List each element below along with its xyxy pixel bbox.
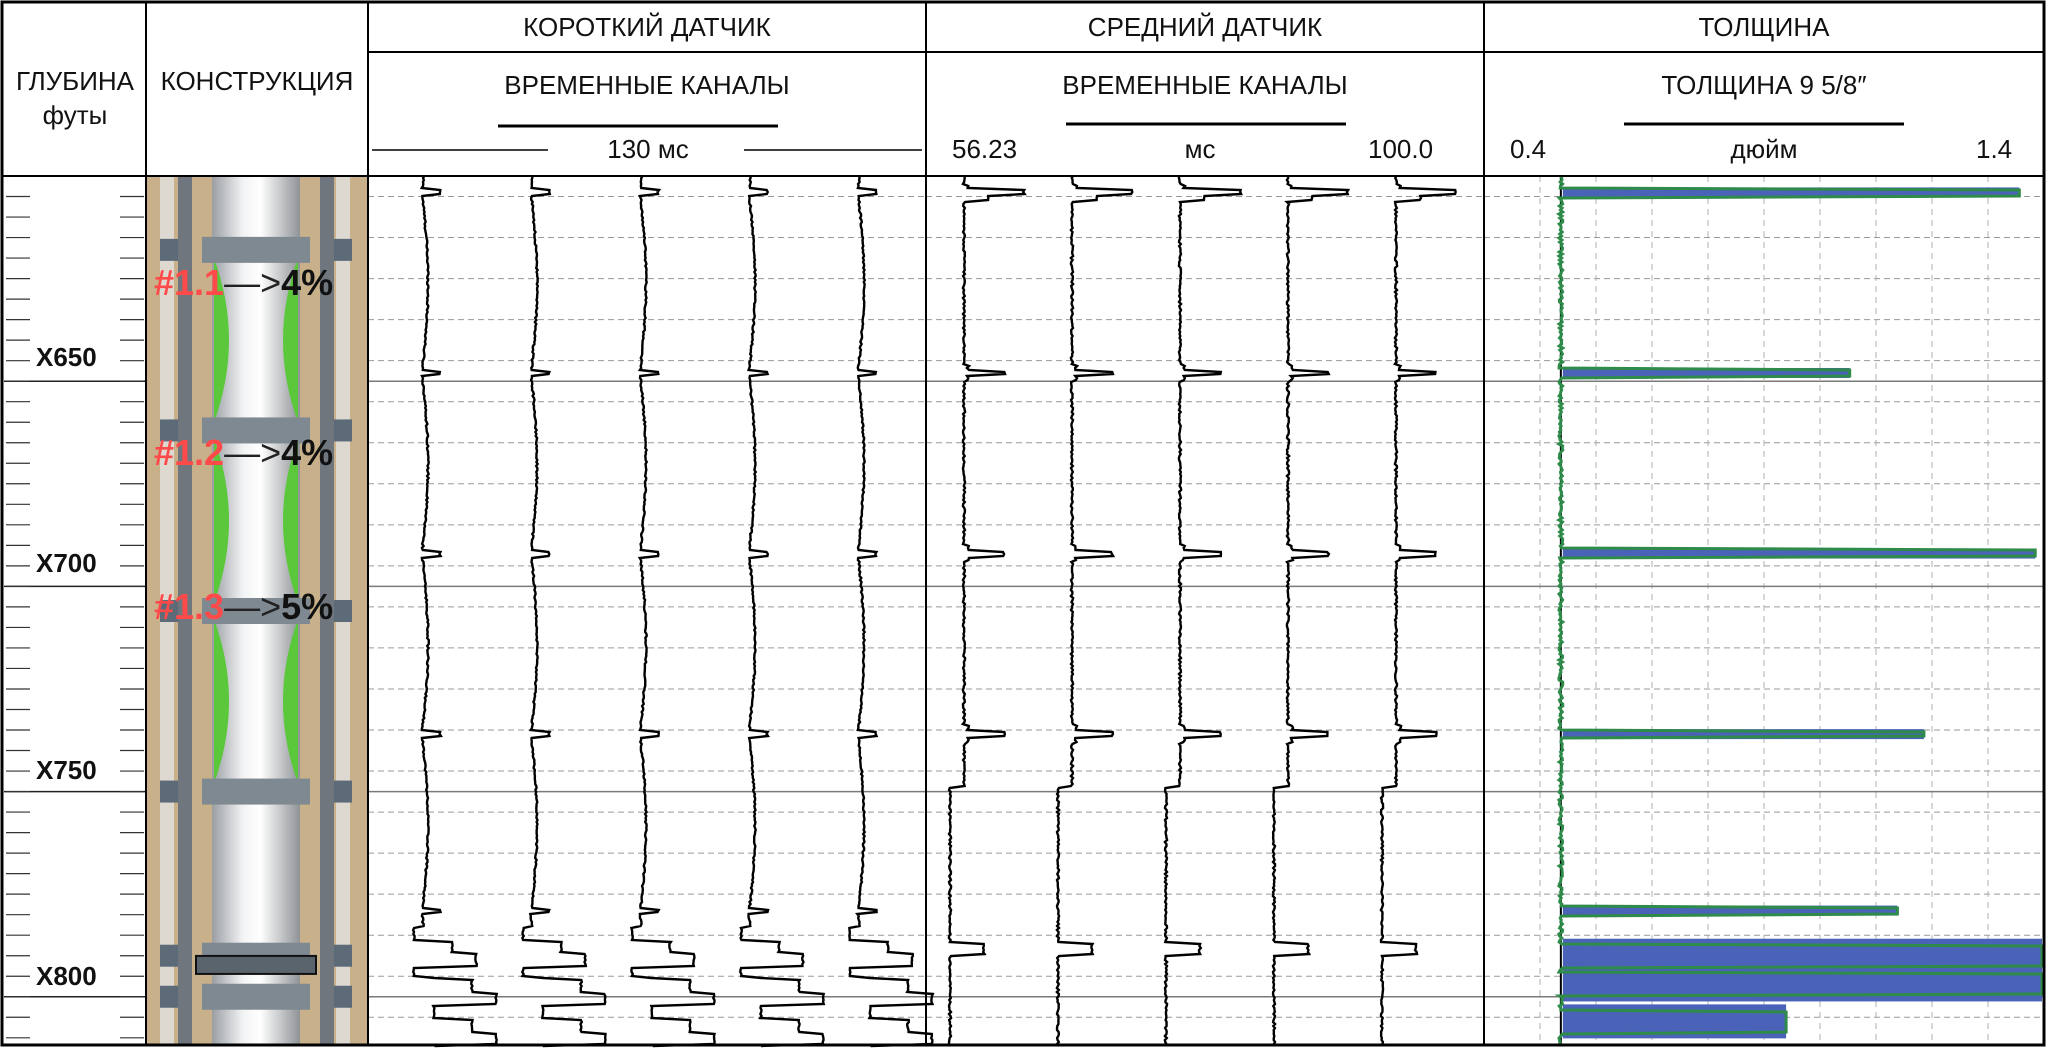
- zone-label-1-2: [154, 432, 333, 474]
- mid-channels-header: ВРЕМЕННЫЕ КАНАЛЫ: [1062, 70, 1348, 100]
- depth-label-x800: X800: [36, 961, 97, 991]
- zone-id: #1.2: [154, 432, 225, 473]
- zone-id: #1.3: [154, 586, 225, 627]
- mid-channel-curve-4: [1273, 176, 1348, 1046]
- thickness-track-header: ТОЛЩИНА 9 5/8″: [1661, 70, 1867, 100]
- casing-collar-left: [160, 781, 178, 803]
- short-sensor-curves: [413, 176, 933, 1046]
- zone-arrow: —>: [224, 432, 282, 473]
- zone-id: #1.1: [154, 262, 225, 303]
- casing-collar-right: [334, 419, 352, 441]
- casing-collar-right: [334, 600, 352, 622]
- zone-percent: 4%: [281, 432, 334, 473]
- casing-collar-left: [160, 945, 178, 967]
- short-sensor-header: КОРОТКИЙ ДАТЧИК: [523, 12, 771, 42]
- short-channel-curve-3: [631, 176, 714, 1046]
- thickness-curves: [1559, 176, 2042, 1046]
- thickness-max-label: 1.4: [1976, 134, 2013, 164]
- thickness-min-label: 0.4: [1510, 134, 1547, 164]
- pipe-collar: [202, 779, 310, 805]
- short-channel-curve-4: [740, 176, 823, 1046]
- zone-arrow: —>: [224, 586, 282, 627]
- construction-header: КОНСТРУКЦИЯ: [160, 66, 354, 96]
- mid-sensor-header: СРЕДНИЙ ДАТЧИК: [1087, 12, 1323, 42]
- mid-unit-label: мс: [1184, 134, 1216, 164]
- zone-percent: 5%: [281, 586, 334, 627]
- mid-max-label: 100.0: [1368, 134, 1434, 164]
- thickness-header: ТОЛЩИНА: [1698, 12, 1830, 42]
- thickness-unit-label: дюйм: [1730, 134, 1798, 164]
- pipe-collar: [202, 984, 310, 1010]
- casing-collar-right: [334, 945, 352, 967]
- short-channels-header: ВРЕМЕННЫЕ КАНАЛЫ: [504, 70, 790, 100]
- mid-channel-curve-3: [1165, 176, 1241, 1046]
- zone-label-1-3: [154, 586, 333, 628]
- mid-sensor-curves: [949, 176, 1456, 1046]
- mid-channel-curve-2: [1057, 176, 1132, 1046]
- short-channel-curve-5: [849, 176, 932, 1046]
- casing-collar-left: [160, 986, 178, 1008]
- casing-collar-left: [160, 239, 178, 261]
- short-scale-label: 130 мс: [607, 134, 689, 164]
- depth-label-x750: X750: [36, 755, 97, 785]
- packer: [196, 956, 316, 974]
- short-channel-curve-2: [522, 176, 605, 1046]
- mid-min-label: 56.23: [952, 134, 1018, 164]
- pipe-collar: [202, 237, 310, 263]
- depth-label-x650: X650: [36, 342, 97, 372]
- mid-channel-curve-5: [1381, 176, 1456, 1046]
- mid-channel-curve-1: [949, 176, 1025, 1046]
- thickness-curve: [1559, 176, 2042, 1046]
- depth-label-x700: X700: [36, 548, 97, 578]
- zone-label-1-1: [154, 262, 333, 304]
- zone-percent: 4%: [281, 262, 334, 303]
- casing-collar-right: [334, 986, 352, 1008]
- depth-header: ГЛУБИНА: [15, 66, 135, 96]
- zone-arrow: —>: [224, 262, 282, 303]
- casing-collar-right: [334, 781, 352, 803]
- depth-unit-header: футы: [42, 100, 108, 130]
- short-channel-curve-1: [413, 176, 497, 1046]
- casing-collar-right: [334, 239, 352, 261]
- depth-track: [6, 197, 144, 1038]
